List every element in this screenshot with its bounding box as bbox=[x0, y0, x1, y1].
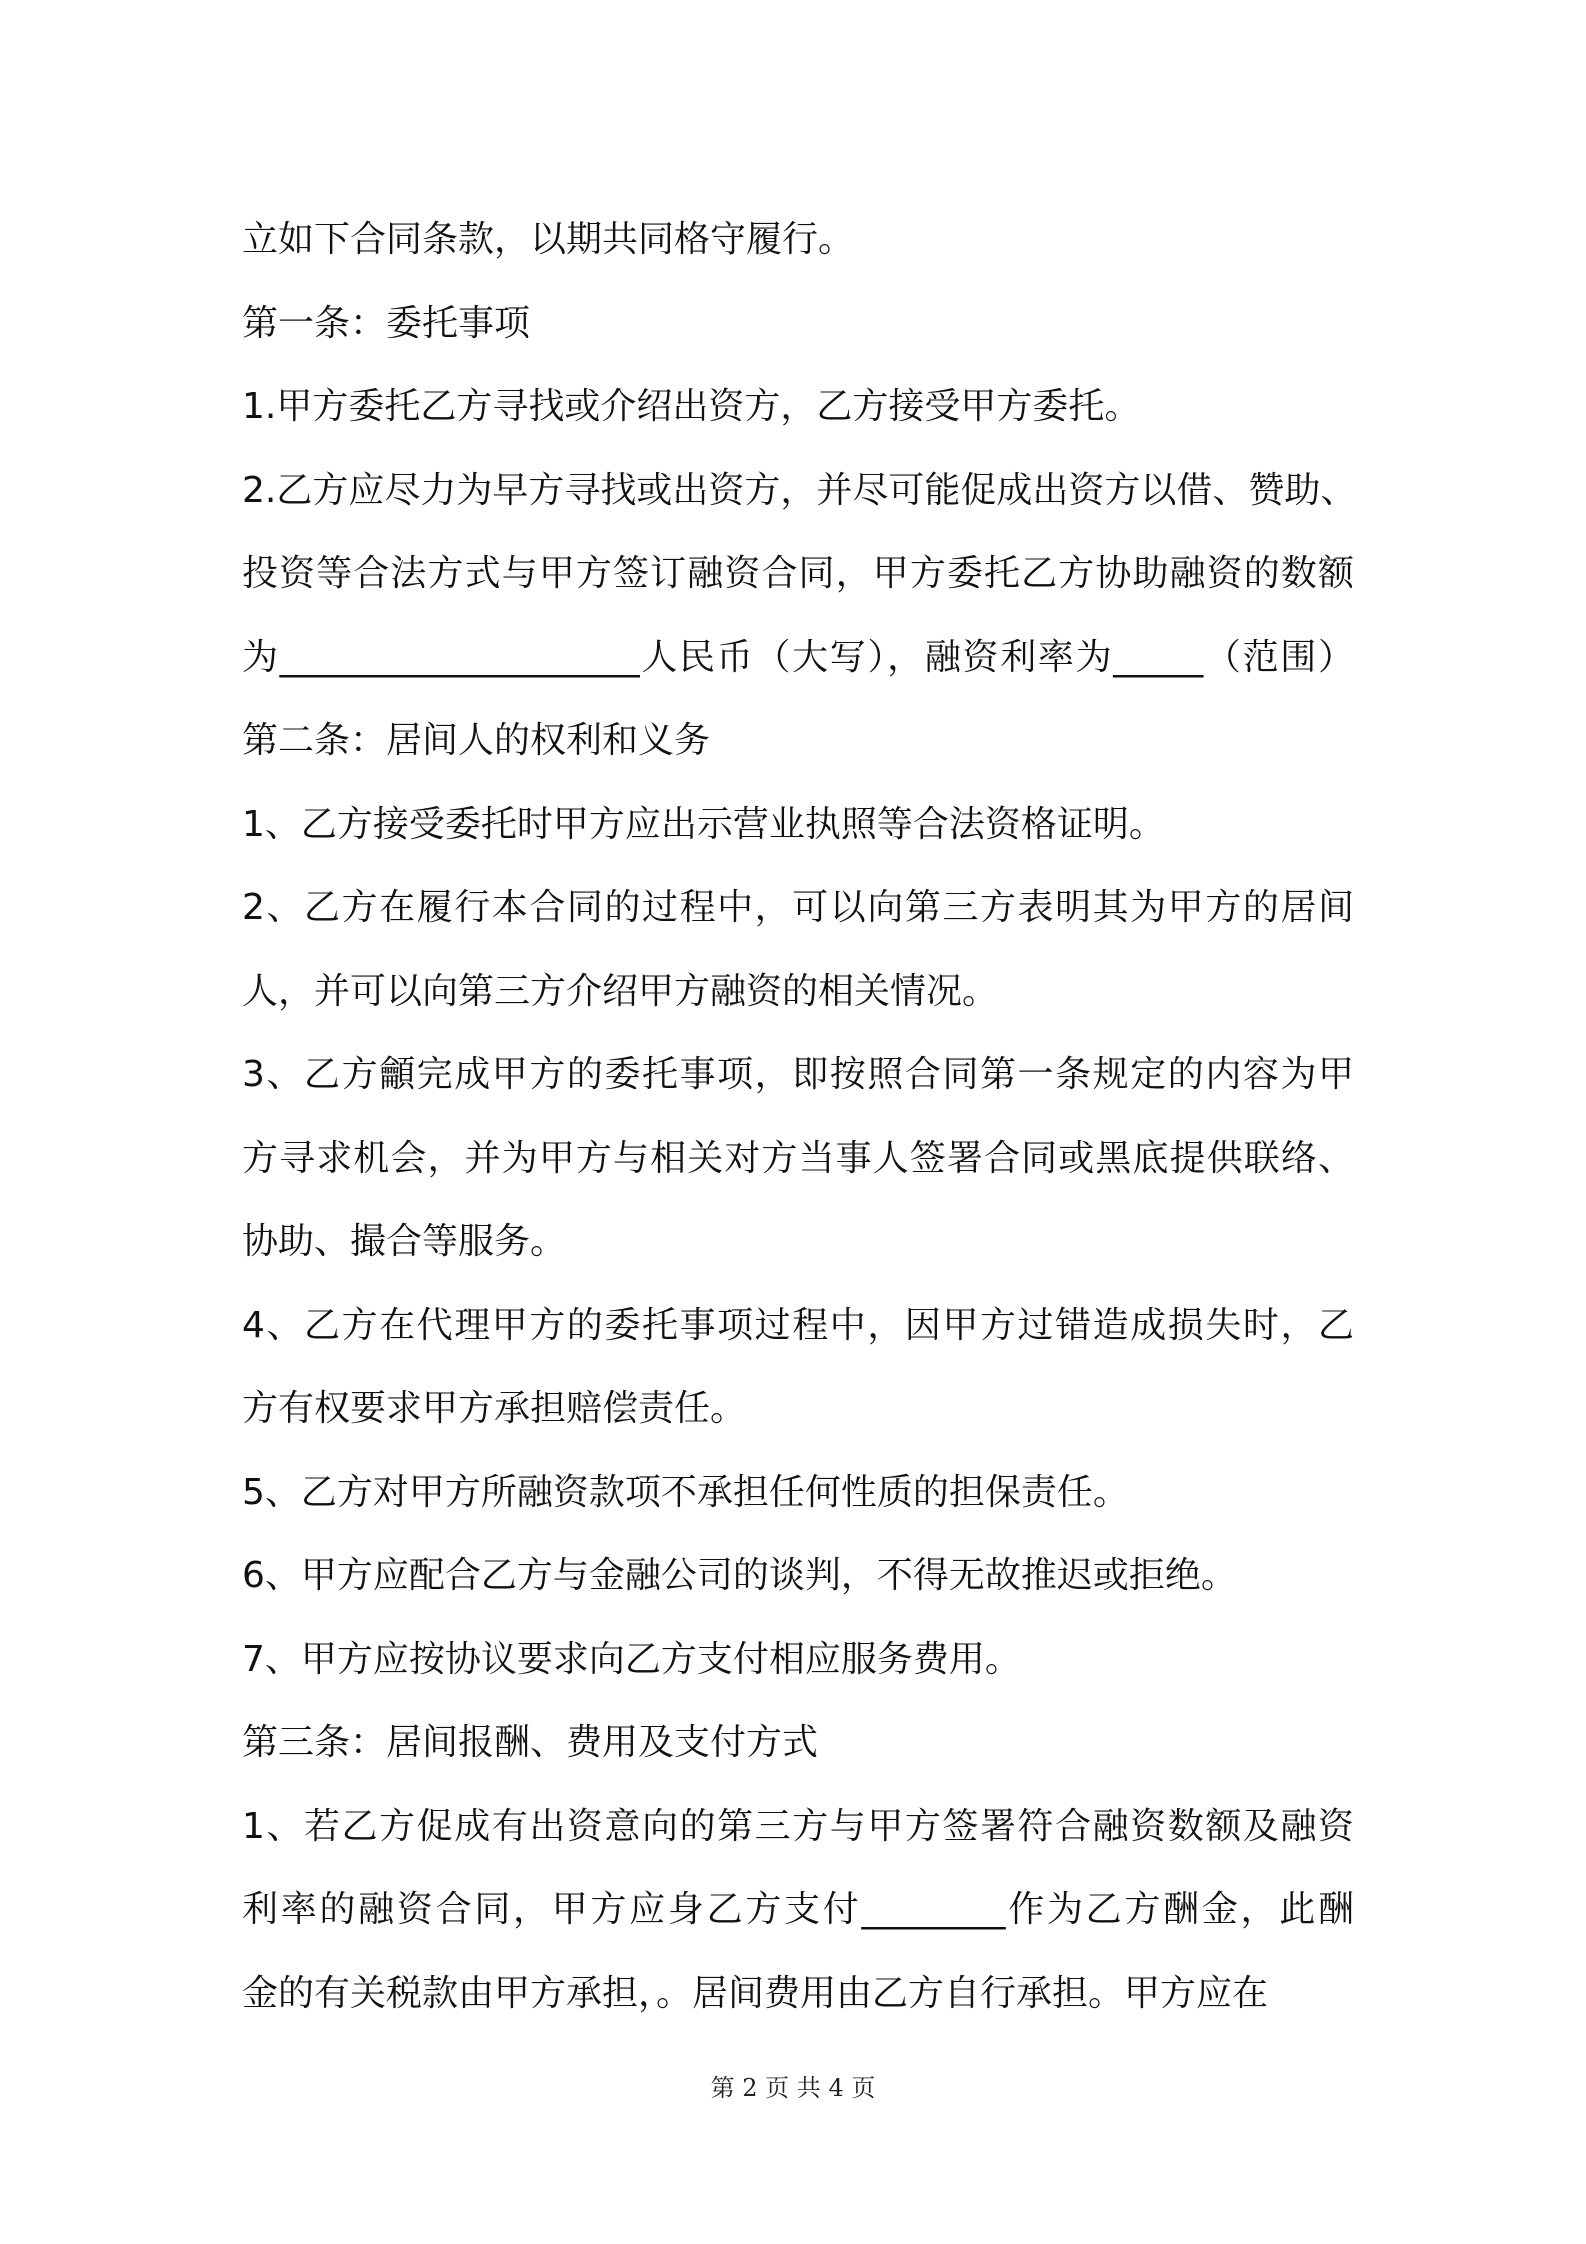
document-line: 人，并可以向第三方介绍甲方融资的相关情况。 bbox=[242, 970, 999, 1012]
document-line: 为____________________人民币（大写），融资利率为_____（范围） bbox=[242, 636, 1354, 678]
document-line: 2.乙方应尽力为早方寻找或出资方，并尽可能促成出资方以借、赞助、 bbox=[242, 469, 1357, 511]
document-line: 5、乙方对甲方所融资款项不承担任何性质的担保责任。 bbox=[242, 1471, 1129, 1513]
document-line: 7、甲方应按协议要求向乙方支付相应服务费用。 bbox=[242, 1638, 1021, 1680]
document-line: 第三条：居间报酬、费用及支付方式 bbox=[242, 1722, 819, 1763]
document-line: 协助、撮合等服务。 bbox=[242, 1221, 567, 1262]
document-line: 4、乙方在代理甲方的委托事项过程中，因甲方过错造成损失时，乙 bbox=[242, 1304, 1354, 1346]
document-body bbox=[242, 198, 1357, 2035]
document-line: 第二条：居间人的权利和义务 bbox=[242, 720, 711, 761]
document-line: 金的有关税款由甲方承担，。居间费用由乙方自行承担。甲方应在 bbox=[242, 1972, 1269, 2014]
document-line: 第一条：委托事项 bbox=[242, 302, 531, 344]
document-line: 1.甲方委托乙方寻找或介绍出资方，乙方接受甲方委托。 bbox=[242, 386, 1141, 427]
document-line: 1、乙方接受委托时甲方应出示营业执照等合法资格证明。 bbox=[242, 803, 1165, 845]
document-line: 利率的融资合同，甲方应身乙方支付________作为乙方酬金，此酬 bbox=[242, 1889, 1354, 1930]
document-line: 6、甲方应配合乙方与金融公司的谈判，不得无故推迟或拒绝。 bbox=[242, 1555, 1237, 1596]
document-line: 2、乙方在履行本合同的过程中，可以向第三方表明其为甲方的居间 bbox=[242, 887, 1354, 928]
page-footer: 第 2 页 共 4 页 bbox=[710, 2074, 876, 2102]
document-line: 立如下合同条款，以期共同格守履行。 bbox=[242, 219, 855, 260]
document-line: 3、乙方龥完成甲方的委托事项，即按照合同第一条规定的内容为甲 bbox=[242, 1054, 1354, 1095]
document-line: 方有权要求甲方承担赔偿责任。 bbox=[242, 1388, 747, 1429]
document-line: 1、若乙方促成有出资意向的第三方与甲方签署符合融资数额及融资 bbox=[242, 1805, 1354, 1847]
document-line: 投资等合法方式与甲方签订融资合同，甲方委托乙方协助融资的数额 bbox=[242, 553, 1354, 594]
document-line: 方寻求机会，并为甲方与相关对方当事人签署合同或黑底提供联络、 bbox=[242, 1137, 1354, 1179]
